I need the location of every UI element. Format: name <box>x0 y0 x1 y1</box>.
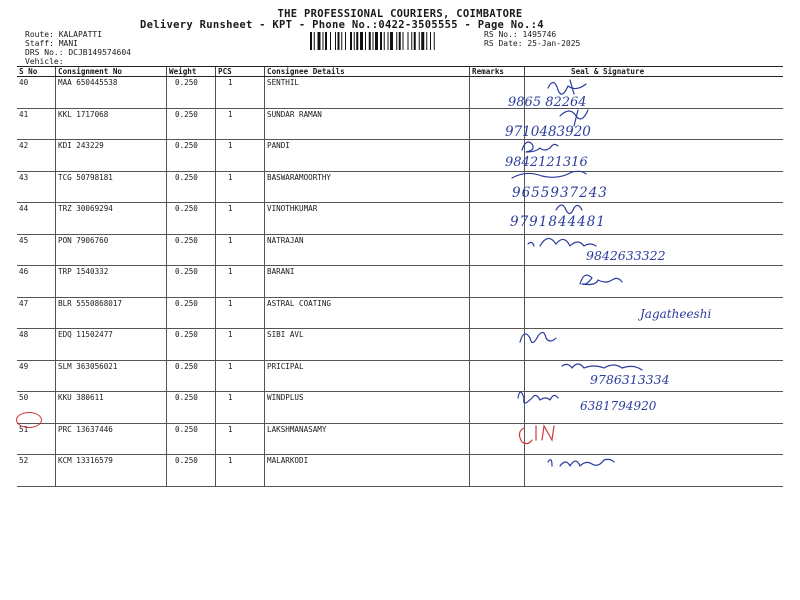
barcode-bar <box>369 32 371 50</box>
row-signature-cell <box>525 203 784 235</box>
row-signature-cell <box>525 108 784 140</box>
row-weight: 0.250 <box>167 423 216 455</box>
rs-number: RS No.: 1495746 <box>484 30 557 39</box>
barcode-bar <box>338 32 340 50</box>
col-signature-label: Seal & Signature <box>571 67 645 76</box>
row-sno: 46 <box>17 266 56 298</box>
row-consignment-no: KCM 13316579 <box>56 455 167 487</box>
row-pcs: 1 <box>216 108 265 140</box>
row-signature-cell <box>525 360 784 392</box>
row-consignment-no: KDI 243229 <box>56 140 167 172</box>
handwritten-name: Jagatheeshi <box>640 307 712 321</box>
row-weight: 0.250 <box>167 266 216 298</box>
row-consignment-no: PRC 13637446 <box>56 423 167 455</box>
row-consignee-details: SENTHIL <box>265 77 470 109</box>
handwritten-phone: 9791844481 <box>510 214 606 230</box>
barcode-bar <box>314 32 315 50</box>
col-consignment: Consignment No <box>56 67 167 77</box>
barcode-bar <box>341 32 342 50</box>
row-sno: 48 <box>17 329 56 361</box>
barcode-bar <box>318 32 321 50</box>
row-pcs: 1 <box>216 203 265 235</box>
table-row <box>17 234 783 266</box>
row-sno: 45 <box>17 234 56 266</box>
handwritten-phone: 9655937243 <box>512 185 608 201</box>
barcode-bar <box>380 32 382 50</box>
row-consignee-details: ASTRAL COATING <box>265 297 470 329</box>
row-signature-cell <box>525 171 784 203</box>
table-body <box>17 77 783 487</box>
row-consignment-no: KKU 380611 <box>56 392 167 424</box>
handwritten-phone: 9842121316 <box>505 155 588 170</box>
col-details: Consignee Details <box>265 67 470 77</box>
table-header-row <box>17 67 783 77</box>
row-pcs: 1 <box>216 455 265 487</box>
row-remarks <box>470 171 525 203</box>
barcode-bar <box>419 32 420 50</box>
handwritten-phone: 9865 82264 <box>508 95 587 110</box>
row-sno: 44 <box>17 203 56 235</box>
barcode-bar <box>373 32 374 50</box>
row-consignment-no: MAA 650445538 <box>56 77 167 109</box>
row-consignment-no: TRP 1540332 <box>56 266 167 298</box>
row-consignee-details: BARANI <box>265 266 470 298</box>
col-remarks: Remarks <box>470 67 525 77</box>
row-sno: 43 <box>17 171 56 203</box>
row-remarks <box>470 266 525 298</box>
drs-number: DRS No.: DCJB149574604 <box>25 48 131 57</box>
handwritten-phone: 9842633322 <box>586 248 666 263</box>
row-pcs: 1 <box>216 77 265 109</box>
handwritten-phone: 9710483920 <box>505 124 591 140</box>
handwritten-phone: 9786313334 <box>590 372 670 387</box>
row-consignee-details: PRICIPAL <box>265 360 470 392</box>
row-consignment-no: SLM 363056021 <box>56 360 167 392</box>
row-sno: 42 <box>17 140 56 172</box>
row-pcs: 1 <box>216 392 265 424</box>
row-remarks <box>470 360 525 392</box>
col-sno: S No <box>17 67 56 77</box>
row-consignee-details: NATRAJAN <box>265 234 470 266</box>
row-signature-cell <box>525 329 784 361</box>
table-row <box>17 108 783 140</box>
barcode-bar <box>390 32 393 50</box>
row-remarks <box>470 234 525 266</box>
barcode-bar <box>354 32 355 50</box>
route-label: Route: KALAPATTI <box>25 30 103 39</box>
row-consignment-no: KKL 1717068 <box>56 108 167 140</box>
barcode-bar <box>375 32 378 50</box>
row-signature-cell <box>525 392 784 424</box>
table-row <box>17 203 783 235</box>
row-weight: 0.250 <box>167 360 216 392</box>
row-remarks <box>470 203 525 235</box>
barcode-bar <box>426 32 427 50</box>
row-consignee-details: WINDPLUS <box>265 392 470 424</box>
barcode-bar <box>335 32 336 50</box>
barcode-bar <box>399 32 401 50</box>
table-row <box>17 329 783 361</box>
table-row <box>17 297 783 329</box>
barcode-icon <box>310 32 476 50</box>
table-row <box>17 171 783 203</box>
row-remarks <box>470 423 525 455</box>
barcode-bar <box>365 32 366 50</box>
vehicle-label: Vehicle: <box>25 57 64 66</box>
row-pcs: 1 <box>216 360 265 392</box>
barcode-bar <box>408 32 409 50</box>
row-pcs: 1 <box>216 266 265 298</box>
row-signature-cell <box>525 423 784 455</box>
row-weight: 0.250 <box>167 455 216 487</box>
runsheet-subtitle: Delivery Runsheet - KPT - Phone No.:0422-3505555 - Page No.:4 <box>140 19 544 31</box>
barcode-bar <box>403 32 404 50</box>
row-consignment-no: TRZ 30069294 <box>56 203 167 235</box>
handwritten-phone: 6381794920 <box>580 399 657 413</box>
row-weight: 0.250 <box>167 297 216 329</box>
row-consignment-no: PON 7906760 <box>56 234 167 266</box>
barcode-bar <box>310 32 312 50</box>
row-remarks <box>470 140 525 172</box>
barcode-bar <box>430 32 431 50</box>
row-weight: 0.250 <box>167 329 216 361</box>
col-signature <box>525 67 784 77</box>
row-consignment-no: EDQ 11502477 <box>56 329 167 361</box>
table-row <box>17 360 783 392</box>
row-sno: 51 <box>17 423 56 455</box>
row-consignee-details: PANDI <box>265 140 470 172</box>
row-consignee-details: SIBI AVL <box>265 329 470 361</box>
row-remarks <box>470 455 525 487</box>
row-sno: 47 <box>17 297 56 329</box>
barcode-bar <box>350 32 352 50</box>
row-sno: 50 <box>17 392 56 424</box>
barcode-bar <box>384 32 385 50</box>
row-weight: 0.250 <box>167 108 216 140</box>
table-row <box>17 423 783 455</box>
row-remarks <box>470 77 525 109</box>
barcode-bar <box>360 32 363 50</box>
row-weight: 0.250 <box>167 234 216 266</box>
row-pcs: 1 <box>216 234 265 266</box>
row-signature-cell <box>525 455 784 487</box>
barcode-bar <box>330 32 331 50</box>
row-remarks <box>470 297 525 329</box>
row-consignee-details: MALARKODI <box>265 455 470 487</box>
row-signature-cell <box>525 297 784 329</box>
row-pcs: 1 <box>216 297 265 329</box>
table-row <box>17 392 783 424</box>
row-signature-cell <box>525 140 784 172</box>
barcode-bar <box>345 32 346 50</box>
row-signature-cell <box>525 77 784 109</box>
barcode-bar <box>414 32 416 50</box>
row-sno: 52 <box>17 455 56 487</box>
row-pcs: 1 <box>216 140 265 172</box>
row-pcs: 1 <box>216 423 265 455</box>
col-pcs: PCS <box>216 67 265 77</box>
table-row <box>17 455 783 487</box>
row-consignment-no: BLR 5550868017 <box>56 297 167 329</box>
row-consignment-no: TCG 50798181 <box>56 171 167 203</box>
barcode-bar <box>325 32 327 50</box>
row-signature-cell <box>525 234 784 266</box>
row-weight: 0.250 <box>167 392 216 424</box>
table-row <box>17 140 783 172</box>
row-sno: 49 <box>17 360 56 392</box>
row-signature-cell <box>525 266 784 298</box>
barcode-bar <box>396 32 397 50</box>
barcode-bar <box>356 32 358 50</box>
row-sno: 41 <box>17 108 56 140</box>
company-title: THE PROFESSIONAL COURIERS, COIMBATORE <box>277 8 523 20</box>
row-consignee-details: SUNDAR RAMAN <box>265 108 470 140</box>
row-weight: 0.250 <box>167 171 216 203</box>
runsheet-table <box>17 66 783 487</box>
row-weight: 0.250 <box>167 77 216 109</box>
row-51-circle-mark <box>16 412 42 428</box>
barcode-bar <box>388 32 389 50</box>
table-row <box>17 77 783 109</box>
rs-date: RS Date: 25-Jan-2025 <box>484 39 581 48</box>
staff-label: Staff: MANI <box>25 39 78 48</box>
row-consignee-details: LAKSHMANASAMY <box>265 423 470 455</box>
col-weight: Weight <box>167 67 216 77</box>
row-remarks <box>470 108 525 140</box>
row-pcs: 1 <box>216 329 265 361</box>
table-row <box>17 266 783 298</box>
row-weight: 0.250 <box>167 140 216 172</box>
barcode-bar <box>411 32 412 50</box>
row-consignee-details: VINOTHKUMAR <box>265 203 470 235</box>
barcode-bar <box>323 32 324 50</box>
barcode-bar <box>434 32 435 50</box>
barcode-bar <box>421 32 424 50</box>
row-weight: 0.250 <box>167 203 216 235</box>
row-remarks <box>470 392 525 424</box>
row-pcs: 1 <box>216 171 265 203</box>
row-sno: 40 <box>17 77 56 109</box>
row-consignee-details: BASWARAMOORTHY <box>265 171 470 203</box>
row-remarks <box>470 329 525 361</box>
